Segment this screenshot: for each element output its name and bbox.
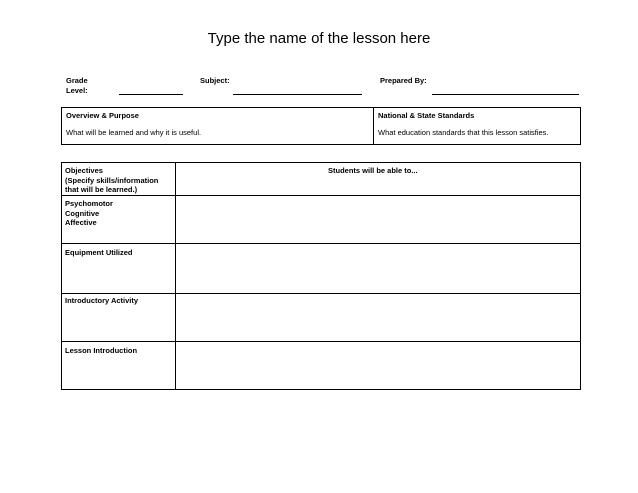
grade-field[interactable] bbox=[119, 94, 183, 95]
students-heading: Students will be able to... bbox=[328, 166, 418, 175]
overview-standards-divider bbox=[373, 107, 374, 145]
prepared-by-label: Prepared By: bbox=[380, 76, 427, 85]
row-content-equipment[interactable] bbox=[176, 244, 580, 292]
row-content-domains[interactable] bbox=[176, 196, 580, 242]
subject-field[interactable] bbox=[233, 94, 362, 95]
overview-text[interactable]: What will be learned and why it is useful. bbox=[66, 128, 202, 137]
row-label-introductory-activity: Introductory Activity bbox=[65, 296, 139, 305]
lesson-title[interactable]: Type the name of the lesson here bbox=[207, 30, 431, 47]
row-label-lesson-introduction: Lesson Introduction bbox=[65, 346, 138, 355]
standards-heading: National & State Standards bbox=[378, 111, 475, 120]
row-content-introductory-activity[interactable] bbox=[176, 294, 580, 340]
standards-text[interactable]: What education standards that this lesson satisfies. bbox=[378, 128, 549, 137]
row-content-lesson-introduction[interactable] bbox=[176, 342, 580, 389]
overview-standards-box bbox=[61, 107, 581, 145]
grade-label: Grade Level: bbox=[66, 76, 88, 95]
objectives-heading: Objectives (Specify skills/information that will be learned.) bbox=[65, 166, 159, 194]
overview-heading: Overview & Purpose bbox=[66, 111, 139, 120]
prepared-by-field[interactable] bbox=[432, 94, 579, 95]
row-label-domains: Psychomotor Cognitive Affective bbox=[65, 199, 113, 227]
row-label-equipment: Equipment Utilized bbox=[65, 248, 133, 257]
subject-label: Subject: bbox=[200, 76, 230, 85]
